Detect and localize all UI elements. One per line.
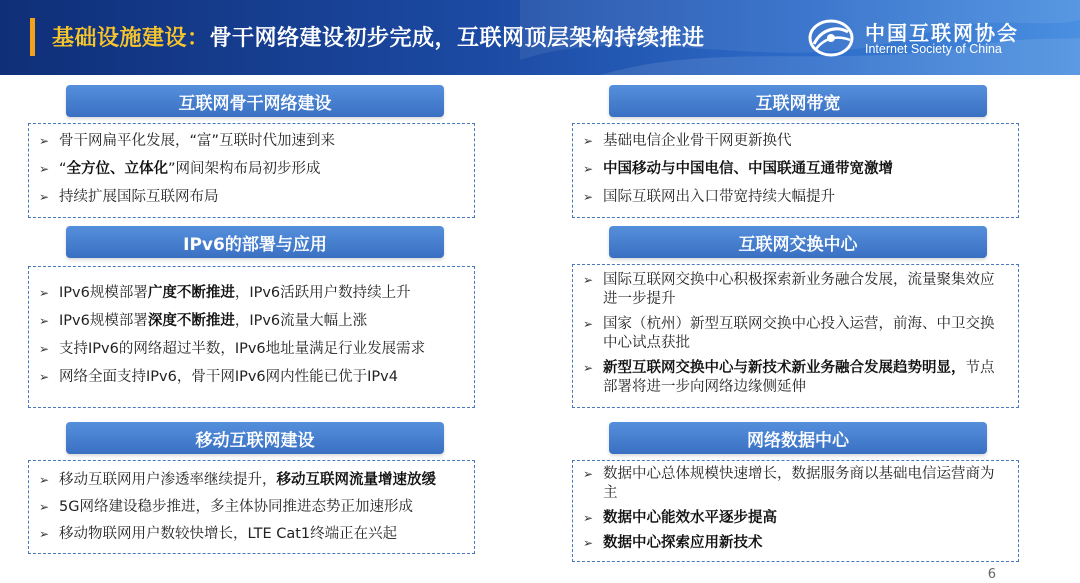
section-title-ipv6: IPv6的部署与应用 — [66, 226, 444, 258]
list-item: ➢ “全方位、立体化”网间架构布局初步形成 — [37, 160, 466, 179]
slide-header — [0, 0, 1080, 75]
section-title-backbone: 互联网骨干网络建设 — [66, 85, 444, 117]
list-item: ➢ 国际互联网交换中心积极探索新业务融合发展，流量聚集效应进一步提升 — [581, 271, 1006, 309]
title-accent-bar — [30, 18, 35, 56]
isc-logo — [808, 14, 1058, 62]
list-item: ➢ 中国移动与中国电信、中国联通互通带宽激增 — [581, 160, 1010, 179]
list-item: ➢ 基础电信企业骨干网更新换代 — [581, 132, 1010, 151]
page-title: 基础设施建设：骨干网络建设初步完成，互联网顶层架构持续推进 — [52, 26, 705, 51]
list-item: ➢ 国际互联网出入口带宽持续大幅提升 — [581, 188, 1010, 207]
isc-logo-icon — [808, 18, 854, 58]
ipv6-list-box — [28, 266, 475, 408]
section-title-bandwidth: 互联网带宽 — [609, 85, 987, 117]
list-item: ➢ 国家（杭州）新型互联网交换中心投入运营，前海、中卫交换中心试点获批 — [581, 315, 1006, 353]
list-item: ➢ 新型互联网交换中心与新技术新业务融合发展趋势明显，节点部署将进一步向网络边缘侧延伸 — [581, 359, 1006, 397]
list-item: ➢ 5G网络建设稳步推进，多主体协同推进态势正加速形成 — [37, 498, 466, 517]
section-title-dc: 网络数据中心 — [609, 422, 987, 454]
list-item: ➢ 骨干网扁平化发展，“富”互联时代加速到来 — [37, 132, 466, 151]
dc-list-box — [572, 460, 1019, 562]
logo-text-cn: 中国互联网协会 — [865, 21, 1019, 45]
ix-list-box — [572, 264, 1019, 408]
list-item: ➢ 数据中心总体规模快速增长，数据服务商以基础电信运营商为主 — [581, 465, 1006, 503]
mobile-list-box — [28, 460, 475, 554]
list-item: ➢ IPv6规模部署深度不断推进，IPv6流量大幅上涨 — [37, 312, 466, 331]
list-item: ➢ 移动物联网用户数较快增长，LTE Cat1终端正在兴起 — [37, 525, 466, 544]
list-item: ➢ 网络全面支持IPv6，骨干网IPv6网内性能已优于IPv4 — [37, 368, 466, 387]
list-item: ➢ 支持IPv6的网络超过半数，IPv6地址量满足行业发展需求 — [37, 340, 466, 359]
logo-text-en: Internet Society of China — [865, 42, 1002, 56]
list-item: ➢ IPv6规模部署广度不断推进，IPv6活跃用户数持续上升 — [37, 284, 466, 303]
section-title-mobile: 移动互联网建设 — [66, 422, 444, 454]
list-item: ➢ 移动互联网用户渗透率继续提升，移动互联网流量增速放缓 — [37, 471, 466, 490]
page-number: 6 — [987, 567, 996, 582]
section-title-ix: 互联网交换中心 — [609, 226, 987, 258]
list-item: ➢ 持续扩展国际互联网布局 — [37, 188, 466, 207]
backbone-list-box — [28, 123, 475, 218]
list-item: ➢ 数据中心探索应用新技术 — [581, 534, 1006, 553]
bandwidth-list-box — [572, 123, 1019, 218]
list-item: ➢ 数据中心能效水平逐步提高 — [581, 509, 1006, 528]
